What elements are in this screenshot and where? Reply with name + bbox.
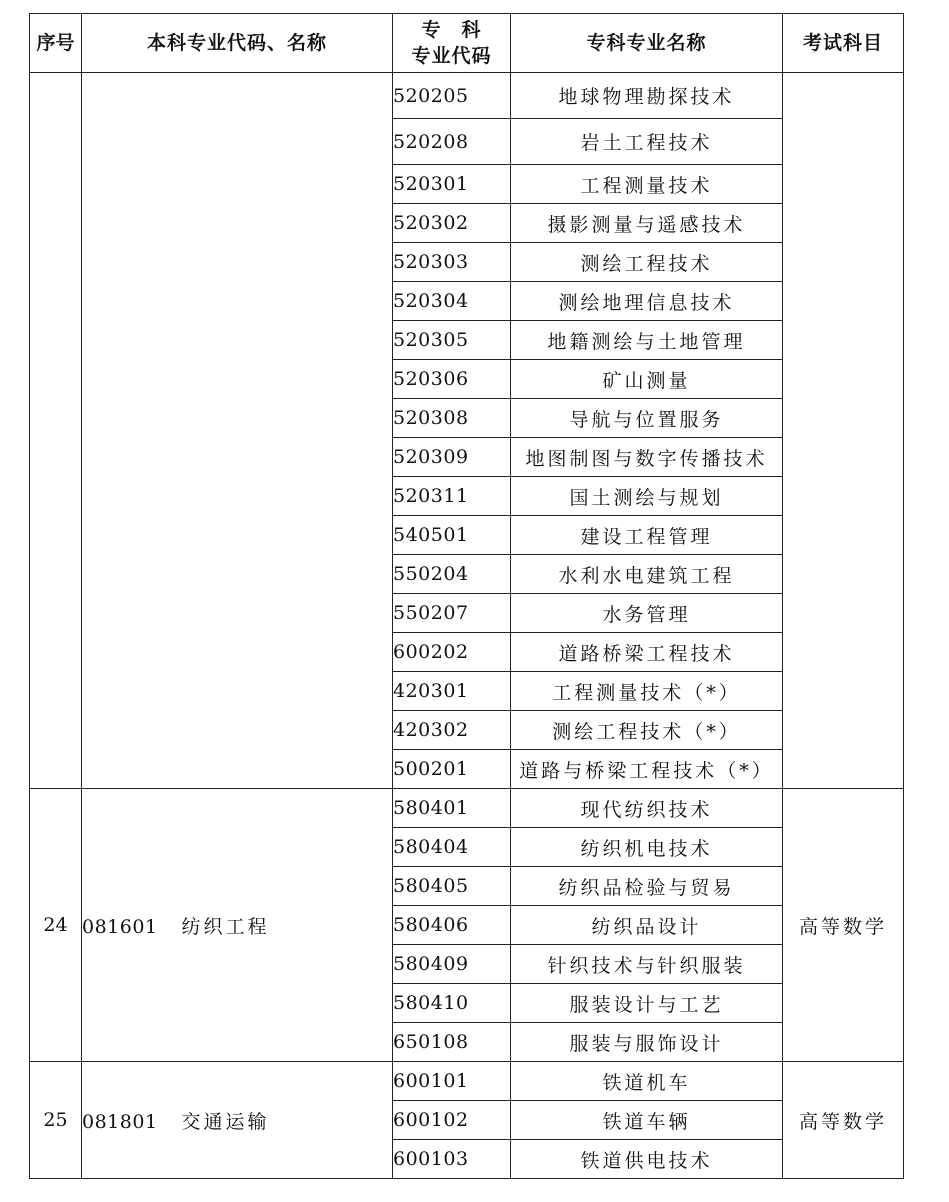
spec-code-cell: 540501 <box>393 516 511 555</box>
spec-code-cell: 580410 <box>393 984 511 1023</box>
table-row <box>30 789 904 828</box>
header-row <box>30 14 904 73</box>
spec-name-cell: 水务管理 <box>511 594 783 633</box>
bachelor-name: 纺织工程 <box>181 915 270 938</box>
header-spec-code-line1: 专 科 <box>421 19 482 41</box>
spec-code-cell: 600102 <box>393 1101 511 1140</box>
exam-cell: 高等数学 <box>783 1062 904 1179</box>
spec-code-cell: 520205 <box>393 73 511 119</box>
spec-name-cell: 铁道车辆 <box>511 1101 783 1140</box>
bachelor-cell <box>82 1062 393 1179</box>
spec-code-cell: 420301 <box>393 672 511 711</box>
spec-code-cell: 520305 <box>393 321 511 360</box>
spec-name-cell: 针织技术与针织服装 <box>511 945 783 984</box>
spec-code-cell: 550204 <box>393 555 511 594</box>
header-bachelor: 本科专业代码、名称 <box>82 14 393 73</box>
bachelor-name: 交通运输 <box>181 1110 270 1133</box>
spec-code-cell: 520311 <box>393 477 511 516</box>
spec-name-cell: 道路与桥梁工程技术（*） <box>511 750 783 789</box>
spec-code-cell: 580409 <box>393 945 511 984</box>
header-spec-name: 专科专业名称 <box>511 14 783 73</box>
spec-name-cell: 导航与位置服务 <box>511 399 783 438</box>
spec-name-cell: 纺织品设计 <box>511 906 783 945</box>
spec-name-cell: 工程测量技术 <box>511 165 783 204</box>
bachelor-cell <box>82 789 393 1062</box>
spec-name-cell: 地籍测绘与土地管理 <box>511 321 783 360</box>
spec-code-cell: 520304 <box>393 282 511 321</box>
spec-name-cell: 地球物理勘探技术 <box>511 73 783 119</box>
table-row <box>30 73 904 119</box>
spec-code-cell: 550207 <box>393 594 511 633</box>
seq-cell <box>30 73 82 789</box>
table-row <box>30 1062 904 1101</box>
spec-name-cell: 建设工程管理 <box>511 516 783 555</box>
spec-code-cell: 580401 <box>393 789 511 828</box>
spec-name-cell: 工程测量技术（*） <box>511 672 783 711</box>
spec-code-cell: 600101 <box>393 1062 511 1101</box>
spec-name-cell: 纺织品检验与贸易 <box>511 867 783 906</box>
spec-name-cell: 现代纺织技术 <box>511 789 783 828</box>
header-exam: 考试科目 <box>783 14 904 73</box>
spec-code-cell: 420302 <box>393 711 511 750</box>
spec-name-cell: 服装与服饰设计 <box>511 1023 783 1062</box>
spec-name-cell: 摄影测量与遥感技术 <box>511 204 783 243</box>
spec-name-cell: 测绘工程技术（*） <box>511 711 783 750</box>
seq-cell: 25 <box>30 1062 82 1179</box>
spec-code-cell: 580406 <box>393 906 511 945</box>
spec-code-cell: 500201 <box>393 750 511 789</box>
spec-code-cell: 520309 <box>393 438 511 477</box>
spec-code-cell: 600202 <box>393 633 511 672</box>
spec-name-cell: 铁道供电技术 <box>511 1140 783 1179</box>
spec-code-cell: 520301 <box>393 165 511 204</box>
spec-name-cell: 水利水电建筑工程 <box>511 555 783 594</box>
spec-name-cell: 道路桥梁工程技术 <box>511 633 783 672</box>
spec-code-cell: 520302 <box>393 204 511 243</box>
spec-code-cell: 580405 <box>393 867 511 906</box>
spec-code-cell: 520303 <box>393 243 511 282</box>
major-mapping-table <box>29 13 904 1179</box>
spec-name-cell: 测绘地理信息技术 <box>511 282 783 321</box>
header-spec-code <box>393 14 511 73</box>
spec-name-cell: 纺织机电技术 <box>511 828 783 867</box>
spec-code-cell: 520306 <box>393 360 511 399</box>
exam-cell <box>783 73 904 789</box>
spec-code-cell: 650108 <box>393 1023 511 1062</box>
header-spec-code-line2: 专业代码 <box>411 45 492 67</box>
spec-code-cell: 520308 <box>393 399 511 438</box>
spec-name-cell: 地图制图与数字传播技术 <box>511 438 783 477</box>
table-body <box>30 73 904 1179</box>
exam-cell: 高等数学 <box>783 789 904 1062</box>
spec-name-cell: 服装设计与工艺 <box>511 984 783 1023</box>
spec-name-cell: 岩土工程技术 <box>511 119 783 165</box>
spec-name-cell: 铁道机车 <box>511 1062 783 1101</box>
header-seq: 序号 <box>30 14 82 73</box>
seq-cell: 24 <box>30 789 82 1062</box>
spec-code-cell: 520208 <box>393 119 511 165</box>
bachelor-cell <box>82 73 393 789</box>
spec-name-cell: 矿山测量 <box>511 360 783 399</box>
bachelor-code: 081801 <box>82 1110 158 1133</box>
spec-name-cell: 测绘工程技术 <box>511 243 783 282</box>
spec-name-cell: 国土测绘与规划 <box>511 477 783 516</box>
bachelor-code: 081601 <box>82 915 158 938</box>
spec-code-cell: 600103 <box>393 1140 511 1179</box>
spec-code-cell: 580404 <box>393 828 511 867</box>
